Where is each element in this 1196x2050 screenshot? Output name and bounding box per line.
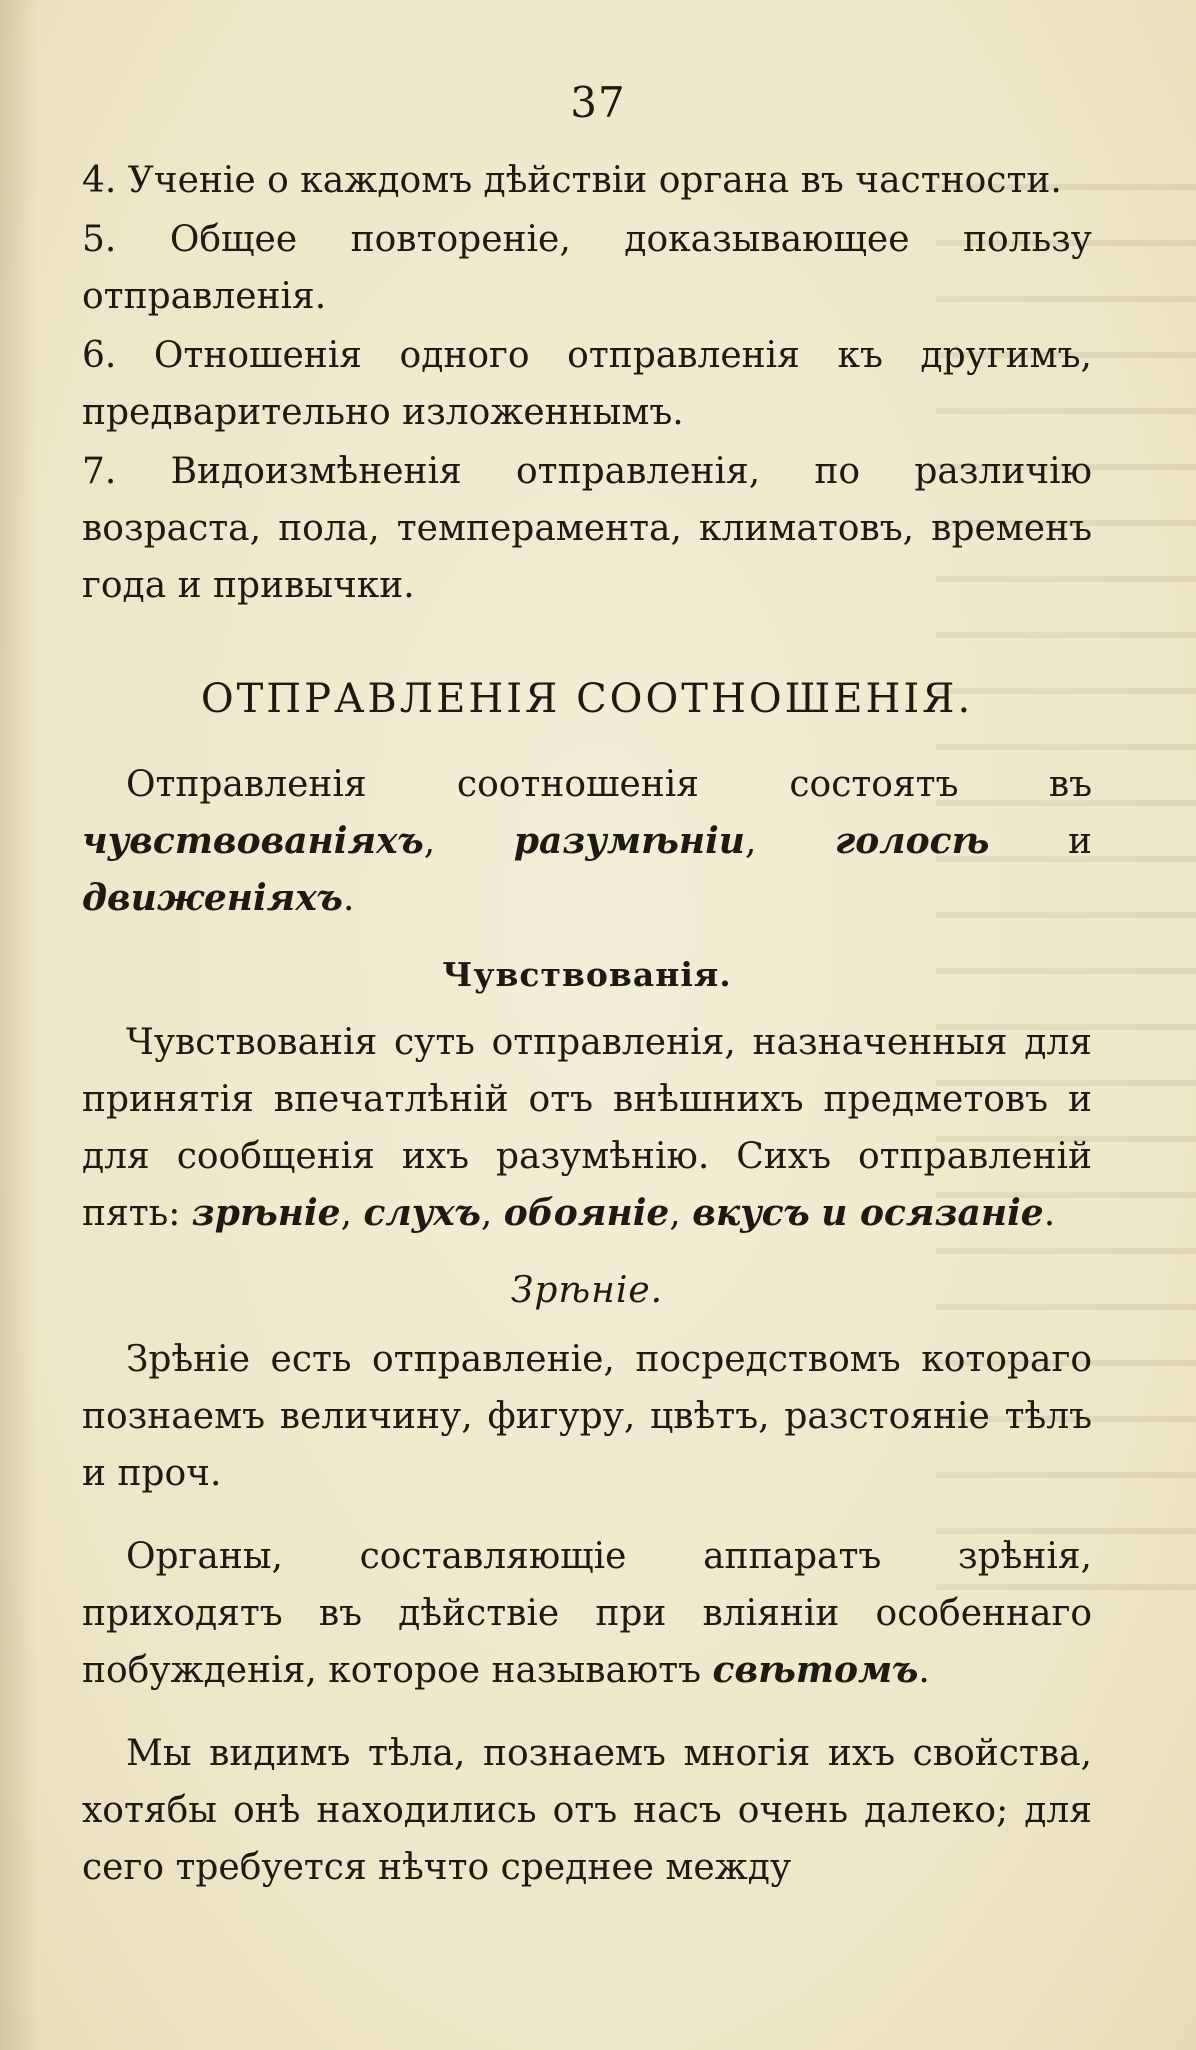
separator: , <box>423 821 514 862</box>
binding-shadow <box>0 0 38 2050</box>
feelings-paragraph <box>82 1014 1092 1242</box>
sight-paragraph-3: Мы видимъ тѣла, познаемъ многія ихъ свойства, хотябы онѣ находились отъ насъ очень далеко; для сего требуется нѣчто среднее между <box>82 1733 1092 1888</box>
list-item-4: 4. Ученіе о каждомъ дѣйствіи органа въ частности. <box>82 160 1062 201</box>
section-heading: ОТПРАВЛЕНІЯ СООТНОШЕНІЯ. <box>200 676 974 722</box>
term-smell: обояніе <box>503 1192 670 1234</box>
subheading-sight: Зрѣніе. <box>510 1270 664 1311</box>
term-voice: голосѣ <box>835 820 990 862</box>
term-movements: движеніяхъ <box>82 877 343 919</box>
feelings-text: Чувствованія суть отправленія, назначенныя для принятія впечатлѣній отъ внѣшнихъ предметовъ и для сообщенія ихъ разумѣнію. Сихъ отправленій пять: <box>82 1022 1092 1234</box>
separator: и <box>989 821 1093 862</box>
separator: , <box>669 1193 693 1234</box>
sight-paragraph-2 <box>82 1528 1092 1699</box>
period: . <box>918 1650 930 1691</box>
sight-paragraph-1: Зрѣніе есть отправленіе, посредствомъ котораго познаемъ величину, фигуру, цвѣтъ, разстояніе тѣлъ и проч. <box>82 1339 1092 1494</box>
term-reason: разумѣніи <box>513 820 745 862</box>
sight-paragraph-2-text: Органы, составляющіе аппаратъ зрѣнія, приходятъ въ дѣйствіе при вліяніи особеннаго побужденія, которое называютъ <box>82 1536 1092 1691</box>
separator <box>810 1193 821 1234</box>
term-taste: вкусъ <box>692 1192 810 1234</box>
intro-paragraph <box>82 756 1092 927</box>
page-body <box>82 150 1092 1896</box>
term-touch: и осязаніе <box>821 1192 1044 1234</box>
separator: , <box>744 821 836 862</box>
subheading-feelings: Чувствованія. <box>442 955 732 994</box>
term-feelings: чувствованіяхъ <box>82 820 424 862</box>
list-item-5: 5. Общее повтореніе, доказывающее пользу отправленія. <box>82 219 1092 317</box>
term-sight: зрѣніе <box>191 1192 341 1234</box>
list-item-7: 7. Видоизмѣненія отправленія, по различію возраста, пола, темперамента, климатовъ, временъ года и привычки. <box>82 451 1092 606</box>
term-hearing: слухъ <box>363 1192 481 1234</box>
list-item-6: 6. Отношенія одного отправленія къ другимъ, предварительно изложеннымъ. <box>82 335 1092 433</box>
separator: , <box>340 1193 364 1234</box>
page-number: 37 <box>570 78 626 127</box>
period: . <box>1043 1193 1056 1234</box>
term-light: свѣтомъ <box>712 1649 919 1691</box>
intro-text: Отправленія соотношенія состоятъ въ <box>126 764 1092 805</box>
period: . <box>342 878 355 919</box>
separator: , <box>480 1193 504 1234</box>
